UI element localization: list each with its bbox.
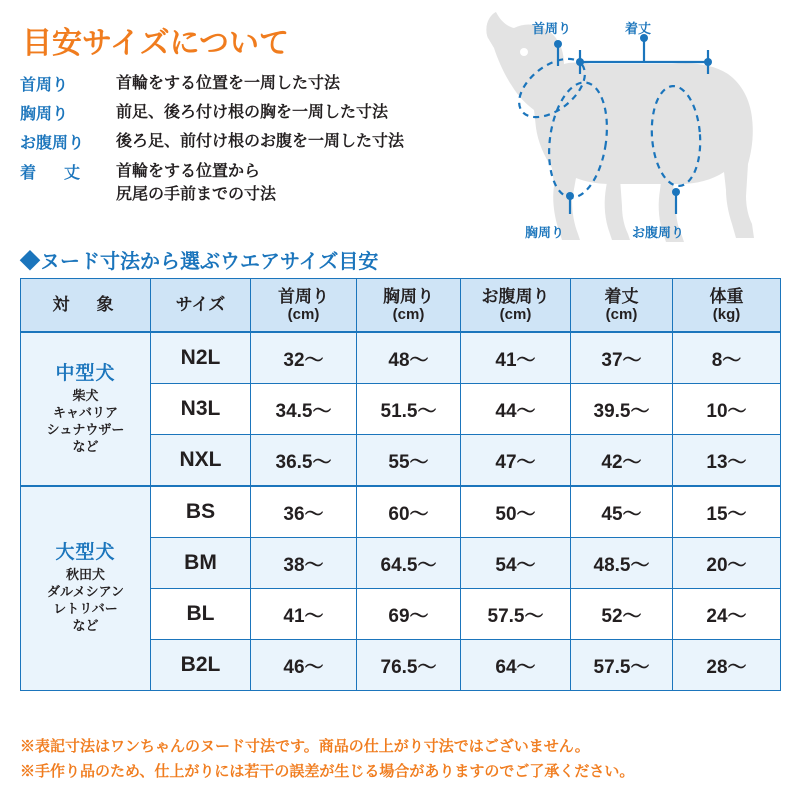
column-header-back — [571, 279, 673, 333]
cell-neck: 32〜 — [251, 332, 357, 384]
footnote-2: ※手作り品のため、仕上がりには若干の誤差が生じる場合がありますのでご了承ください。 — [20, 762, 635, 780]
definition-description: 後ろ足、前付け根のお腹を一周した寸法 — [116, 133, 405, 151]
column-header-back-unit: (cm) — [605, 306, 638, 324]
cell-weight: 15〜 — [673, 486, 781, 538]
column-header-chest-label: 胸周り — [383, 286, 434, 306]
back-start-dot — [576, 58, 584, 66]
column-header-belly-unit: (cm) — [499, 306, 532, 324]
group-title: 大型犬 — [55, 542, 116, 564]
cell-neck: 41〜 — [251, 589, 357, 640]
column-header-weight-unit: (kg) — [712, 306, 741, 324]
cell-chest: 51.5〜 — [357, 384, 461, 435]
cell-back: 48.5〜 — [571, 538, 673, 589]
cell-belly: 54〜 — [461, 538, 571, 589]
column-header-belly — [461, 279, 571, 333]
cell-neck: 46〜 — [251, 640, 357, 691]
cell-neck: 38〜 — [251, 538, 357, 589]
column-header-neck — [251, 279, 357, 333]
size-table-head — [21, 279, 781, 333]
cell-neck: 36〜 — [251, 486, 357, 538]
group-title: 中型犬 — [55, 362, 116, 384]
definition-row — [20, 72, 450, 95]
cell-neck: 36.5〜 — [251, 435, 357, 487]
cell-belly: 47〜 — [461, 435, 571, 487]
cell-size: BL — [151, 589, 251, 640]
cell-chest: 76.5〜 — [357, 640, 461, 691]
group-cell-large — [21, 486, 151, 691]
cell-back: 57.5〜 — [571, 640, 673, 691]
footnote-1: ※表記寸法はワンちゃんのヌード寸法です。商品の仕上がり寸法ではございません。 — [20, 738, 590, 755]
group-subtitle: 秋田犬 ダルメシアン レトリバー など — [46, 567, 125, 634]
dog-eye — [520, 48, 528, 56]
definition-description — [116, 160, 276, 206]
cell-chest: 69〜 — [357, 589, 461, 640]
cell-neck: 34.5〜 — [251, 384, 357, 435]
size-table — [20, 278, 781, 691]
illustration-label-neck: 首周り — [532, 21, 572, 36]
column-header-neck-unit: (cm) — [287, 306, 320, 324]
definition-row — [20, 160, 450, 206]
table-row — [21, 486, 781, 538]
size-table-body — [21, 332, 781, 691]
column-header-target — [21, 279, 151, 333]
definition-term: 首周り — [20, 77, 69, 94]
definition-description: 前足、後ろ付け根の胸を一周した寸法 — [116, 104, 389, 122]
cell-chest: 48〜 — [357, 332, 461, 384]
cell-chest: 60〜 — [357, 486, 461, 538]
size-table-wrapper — [20, 278, 780, 691]
cell-belly: 44〜 — [461, 384, 571, 435]
cell-weight: 8〜 — [673, 332, 781, 384]
definition-term: 着 丈 — [20, 164, 87, 182]
cell-back: 39.5〜 — [571, 384, 673, 435]
definition-description: 首輪をする位置を一周した寸法 — [116, 75, 341, 92]
table-row — [21, 332, 781, 384]
column-header-belly-label: お腹周り — [481, 286, 550, 306]
column-header-neck-label: 首周り — [278, 286, 329, 306]
column-header-weight-label: 体重 — [709, 286, 744, 306]
back-end-dot — [704, 58, 712, 66]
cell-back: 45〜 — [571, 486, 673, 538]
cell-weight: 10〜 — [673, 384, 781, 435]
belly-leader-dot — [672, 188, 680, 196]
illustration-label-chest: 胸周り — [525, 225, 565, 240]
cell-back: 37〜 — [571, 332, 673, 384]
definition-row — [20, 130, 450, 153]
dog-measurement-illustration — [440, 0, 800, 262]
chest-leader-dot — [566, 192, 574, 200]
definition-description-line2: 尻尾の手前までの寸法 — [116, 185, 277, 203]
cell-weight: 28〜 — [673, 640, 781, 691]
cell-chest: 55〜 — [357, 435, 461, 487]
cell-weight: 13〜 — [673, 435, 781, 487]
column-header-target-label: 対 象 — [52, 295, 119, 315]
dog-silhouette — [486, 12, 754, 242]
cell-size: BS — [151, 486, 251, 538]
definition-row — [20, 101, 450, 124]
definition-term: 胸周り — [20, 106, 69, 124]
group-cell-medium — [21, 332, 151, 486]
neck-leader-dot — [554, 40, 562, 48]
group-subtitle: 柴犬 キャバリア シュナウザー など — [46, 387, 125, 454]
definition-term: お腹周り — [20, 135, 85, 153]
cell-belly: 50〜 — [461, 486, 571, 538]
cell-belly: 64〜 — [461, 640, 571, 691]
page-title: 目安サイズについて — [22, 27, 289, 60]
column-header-size-label: サイズ — [175, 295, 226, 315]
column-header-chest-unit: (cm) — [392, 306, 425, 324]
cell-chest: 64.5〜 — [357, 538, 461, 589]
cell-size: BM — [151, 538, 251, 589]
column-header-size — [151, 279, 251, 333]
dog-diagram-svg — [440, 0, 800, 262]
illustration-label-belly: お腹周り — [632, 225, 685, 240]
column-header-back-label: 着丈 — [604, 286, 639, 306]
cell-belly: 41〜 — [461, 332, 571, 384]
section-heading: ◆ヌード寸法から選ぶウエアサイズ目安 — [20, 251, 379, 273]
definition-description-line1: 首輪をする位置から — [116, 162, 261, 180]
cell-size: NXL — [151, 435, 251, 487]
cell-size: B2L — [151, 640, 251, 691]
column-header-weight — [673, 279, 781, 333]
measurement-definitions — [20, 72, 450, 212]
cell-belly: 57.5〜 — [461, 589, 571, 640]
illustration-label-back: 着丈 — [625, 21, 652, 36]
cell-weight: 20〜 — [673, 538, 781, 589]
cell-back: 52〜 — [571, 589, 673, 640]
footnotes — [20, 735, 790, 785]
cell-size: N2L — [151, 332, 251, 384]
column-header-chest — [357, 279, 461, 333]
cell-back: 42〜 — [571, 435, 673, 487]
table-header-row — [21, 279, 781, 333]
cell-weight: 24〜 — [673, 589, 781, 640]
cell-size: N3L — [151, 384, 251, 435]
